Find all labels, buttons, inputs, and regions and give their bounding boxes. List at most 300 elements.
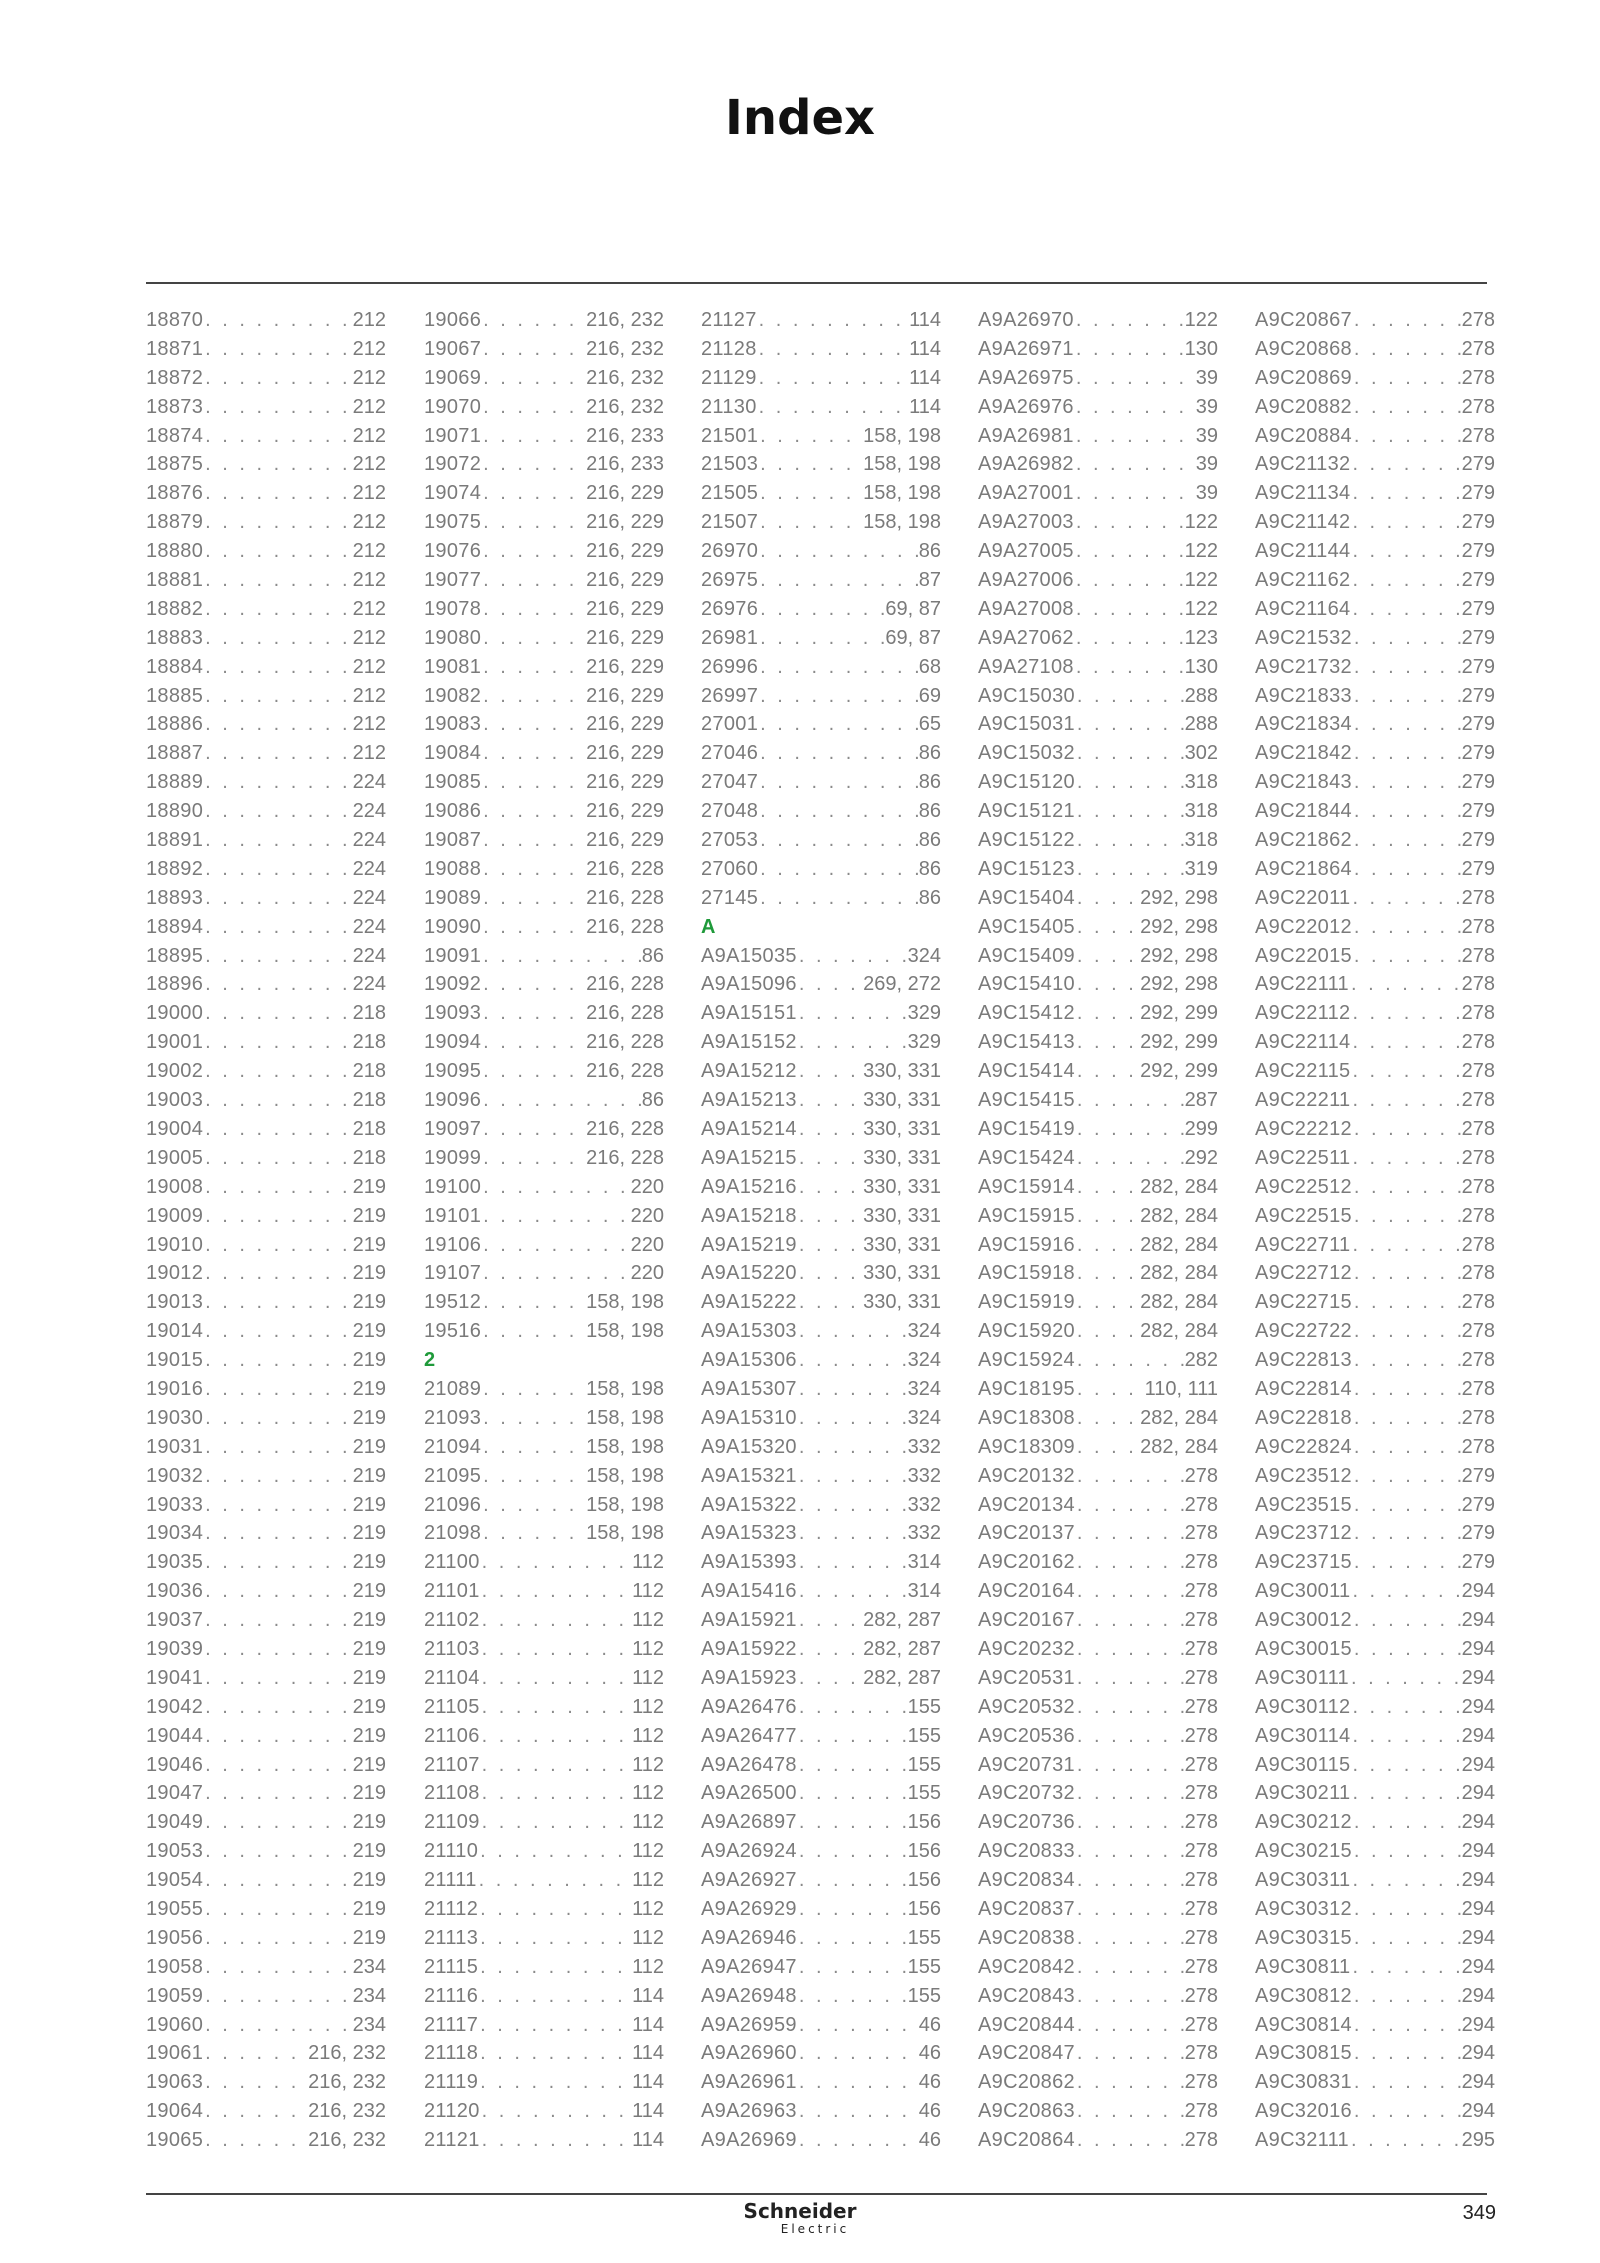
dot-leader	[480, 1664, 632, 1693]
index-entry	[424, 1751, 664, 1780]
index-reference: A9C22115	[1255, 1060, 1351, 1083]
dot-leader	[203, 1028, 353, 1057]
index-reference: A9C20834	[978, 1869, 1075, 1892]
dot-leader	[797, 1173, 863, 1202]
index-reference: 21103	[424, 1637, 480, 1660]
dot-leader	[203, 739, 353, 768]
index-entry	[146, 1202, 386, 1231]
index-page-numbers: 218	[352, 1002, 386, 1025]
index-page-numbers: 219	[352, 1464, 386, 1487]
index-reference: 19093	[424, 1002, 482, 1025]
index-entry	[978, 1202, 1218, 1231]
dot-leader	[797, 1664, 863, 1693]
dot-leader	[797, 1433, 908, 1462]
index-entry	[424, 508, 664, 537]
dot-leader	[1350, 450, 1461, 479]
index-page-numbers: 278	[1184, 2013, 1218, 2036]
index-reference: A9C21732	[1255, 655, 1352, 678]
dot-leader	[1075, 682, 1185, 711]
index-entry	[146, 1231, 386, 1260]
index-entry	[1255, 1722, 1495, 1751]
index-reference: A9C20868	[1255, 337, 1352, 360]
index-entry	[978, 1491, 1218, 1520]
index-reference: 18889	[146, 771, 204, 794]
dot-leader	[481, 508, 586, 537]
dot-leader	[481, 913, 586, 942]
index-page-numbers: 294	[1461, 1926, 1495, 1949]
index-entry	[701, 2126, 941, 2155]
index-entry	[1255, 624, 1495, 653]
index-page-numbers: 112	[632, 1637, 664, 1660]
dot-leader	[1352, 768, 1462, 797]
index-reference: A9A26477	[701, 1724, 797, 1747]
index-entry	[701, 1866, 941, 1895]
index-page-numbers: 39	[1195, 453, 1218, 476]
dot-leader	[1075, 1028, 1140, 1057]
index-reference: A9A15213	[701, 1089, 797, 1112]
dot-leader	[758, 739, 919, 768]
index-reference: A9C20884	[1255, 424, 1352, 447]
dot-leader	[481, 1259, 631, 1288]
index-page-numbers: 112	[632, 1724, 664, 1747]
index-reference: 19047	[146, 1782, 204, 1805]
index-reference: A9C22212	[1255, 1117, 1352, 1140]
index-entry	[146, 1259, 386, 1288]
index-reference: A9A26478	[701, 1753, 797, 1776]
index-entry	[1255, 1693, 1495, 1722]
index-entry	[424, 2126, 664, 2155]
index-entry	[701, 1751, 941, 1780]
dot-leader	[797, 942, 908, 971]
index-reference: A9C20862	[978, 2071, 1075, 2094]
index-page-numbers: 219	[352, 1753, 386, 1776]
index-entry	[146, 1519, 386, 1548]
index-entry	[424, 2097, 664, 2126]
index-reference: A9C15409	[978, 944, 1075, 967]
index-reference: A9C15919	[978, 1291, 1075, 1314]
index-page-numbers: 282, 284	[1140, 1291, 1218, 1314]
index-reference: 18885	[146, 684, 204, 707]
index-page-numbers: 68	[918, 655, 941, 678]
index-reference: 19009	[146, 1204, 204, 1227]
index-reference: A9A15306	[701, 1349, 797, 1372]
dot-leader	[481, 884, 586, 913]
dot-leader	[203, 1462, 353, 1491]
index-entry	[701, 335, 941, 364]
dot-leader	[203, 2068, 308, 2097]
index-reference: 19054	[146, 1869, 204, 1892]
dot-leader	[1074, 653, 1185, 682]
index-entry	[701, 1606, 941, 1635]
dot-leader	[1352, 2068, 1462, 2097]
index-entry	[978, 1259, 1218, 1288]
index-reference: 19066	[424, 309, 482, 331]
index-reference: 19056	[146, 1926, 204, 1949]
index-page-numbers: 155	[907, 1753, 941, 1776]
index-entry	[146, 2097, 386, 2126]
index-page-numbers: 155	[907, 1984, 941, 2007]
dot-leader	[758, 537, 919, 566]
index-reference: A9C21144	[1255, 540, 1351, 563]
dot-leader	[478, 1953, 632, 1982]
index-entry	[978, 364, 1218, 393]
index-entry	[978, 1028, 1218, 1057]
index-entry	[146, 884, 386, 913]
index-entry	[978, 1404, 1218, 1433]
index-reference: A9C15914	[978, 1175, 1075, 1198]
index-reference: A9A15216	[701, 1175, 797, 1198]
index-entry	[424, 2068, 664, 2097]
dot-leader	[1352, 826, 1462, 855]
dot-leader	[797, 1519, 908, 1548]
dot-leader	[797, 1404, 908, 1433]
index-page-numbers: 279	[1461, 655, 1495, 678]
dot-leader	[1352, 710, 1462, 739]
index-entry	[978, 393, 1218, 422]
index-page-numbers: 219	[352, 1695, 386, 1718]
index-page-numbers: 114	[909, 366, 941, 389]
dot-leader	[797, 1086, 863, 1115]
dot-leader	[203, 1953, 353, 1982]
index-page-numbers: 278	[1461, 1089, 1495, 1112]
index-entry	[146, 1982, 386, 2011]
index-page-numbers: 294	[1461, 1897, 1495, 1920]
index-reference: 18873	[146, 395, 204, 418]
index-page-numbers: 219	[352, 1435, 386, 1458]
index-reference: 19032	[146, 1464, 204, 1487]
index-page-numbers: 216, 233	[586, 453, 664, 476]
index-page-numbers: 278	[1461, 1406, 1495, 1429]
dot-leader	[480, 1577, 632, 1606]
dot-leader	[481, 537, 586, 566]
index-page-numbers: 86	[918, 857, 941, 880]
index-page-numbers: 69, 87	[885, 626, 941, 649]
index-entry	[424, 1173, 664, 1202]
index-page-numbers: 156	[907, 1840, 941, 1863]
index-reference: 26970	[701, 540, 759, 563]
index-entry	[146, 1288, 386, 1317]
index-page-numbers: 282, 284	[1140, 1406, 1218, 1429]
index-entry	[424, 306, 664, 335]
dot-leader	[1075, 1057, 1140, 1086]
index-page-numbers: 46	[918, 2013, 941, 2036]
index-column-4	[978, 306, 1218, 2155]
dot-leader	[203, 913, 353, 942]
index-page-numbers: 122	[1184, 511, 1218, 534]
index-page-numbers: 282	[1184, 1349, 1218, 1372]
index-entry	[424, 999, 664, 1028]
index-entry	[424, 1924, 664, 1953]
index-entry	[146, 1028, 386, 1057]
index-entry	[978, 335, 1218, 364]
dot-leader	[203, 624, 353, 653]
dot-leader	[1352, 335, 1462, 364]
dot-leader	[203, 566, 353, 595]
dot-leader	[797, 1375, 908, 1404]
dot-leader	[1350, 595, 1461, 624]
index-entry	[424, 1982, 664, 2011]
index-entry	[978, 797, 1218, 826]
index-entry	[424, 1837, 664, 1866]
index-entry	[1255, 1346, 1495, 1375]
index-reference: A9C22712	[1255, 1262, 1352, 1285]
index-page-numbers: 212	[352, 482, 386, 505]
dot-leader	[1352, 2039, 1462, 2068]
index-page-numbers: 216, 232	[586, 366, 664, 389]
dot-leader	[1074, 450, 1196, 479]
index-reference: 27001	[701, 713, 759, 736]
index-page-numbers: 219	[352, 1522, 386, 1545]
dot-leader	[797, 1808, 908, 1837]
index-page-numbers: 278	[1461, 1377, 1495, 1400]
dot-leader	[1352, 682, 1462, 711]
dot-leader	[797, 970, 863, 999]
index-page-numbers: 112	[632, 1666, 664, 1689]
index-reference: A9C22722	[1255, 1320, 1352, 1343]
index-reference: 19063	[146, 2071, 204, 2094]
index-reference: 19039	[146, 1637, 204, 1660]
index-reference: 19095	[424, 1060, 482, 1083]
dot-leader	[1075, 855, 1185, 884]
index-page-numbers: 278	[1461, 1262, 1495, 1285]
index-entry	[1255, 999, 1495, 1028]
index-page-numbers: 279	[1461, 742, 1495, 765]
dot-leader	[1075, 1751, 1185, 1780]
index-entry	[1255, 1462, 1495, 1491]
index-entry	[978, 1375, 1218, 1404]
index-page-numbers: 39	[1195, 482, 1218, 505]
index-entry	[424, 682, 664, 711]
index-entry	[1255, 1895, 1495, 1924]
index-reference: 21120	[424, 2100, 480, 2123]
index-reference: A9A15035	[701, 944, 797, 967]
dot-leader	[757, 393, 909, 422]
index-reference: 21129	[701, 366, 757, 389]
index-entry	[1255, 566, 1495, 595]
index-entry	[701, 682, 941, 711]
dot-leader	[480, 1779, 632, 1808]
index-page-numbers: 219	[352, 1406, 386, 1429]
index-page-numbers: 65	[918, 713, 941, 736]
index-entry	[701, 999, 941, 1028]
index-reference: A9A15923	[701, 1666, 797, 1689]
index-page-numbers: 86	[918, 771, 941, 794]
dot-leader	[481, 1288, 586, 1317]
index-reference: A9C22111	[1255, 973, 1349, 996]
dot-leader	[203, 653, 353, 682]
index-page-numbers: 39	[1195, 395, 1218, 418]
dot-leader	[1350, 1057, 1461, 1086]
index-reference: A9C15410	[978, 973, 1075, 996]
dot-leader	[1352, 942, 1462, 971]
index-entry	[978, 450, 1218, 479]
dot-leader	[203, 335, 353, 364]
dot-leader	[1350, 537, 1461, 566]
index-entry	[978, 768, 1218, 797]
index-entry	[424, 364, 664, 393]
index-reference: A9A27005	[978, 540, 1074, 563]
index-reference: A9C21532	[1255, 626, 1352, 649]
index-reference: A9A15212	[701, 1060, 797, 1083]
dot-leader	[1075, 884, 1140, 913]
index-entry	[978, 1548, 1218, 1577]
index-page-numbers: 219	[352, 1811, 386, 1834]
dot-leader	[478, 2039, 632, 2068]
index-page-numbers: 279	[1461, 857, 1495, 880]
index-entry	[701, 566, 941, 595]
dot-leader	[797, 1751, 908, 1780]
dot-leader	[1350, 1751, 1461, 1780]
index-entry	[701, 624, 941, 653]
dot-leader	[203, 1519, 353, 1548]
dot-leader	[1075, 826, 1185, 855]
index-reference: 21098	[424, 1522, 482, 1545]
dot-leader	[1074, 422, 1196, 451]
index-page-numbers: 156	[907, 1811, 941, 1834]
section-heading: A	[701, 915, 716, 938]
index-reference: A9C30315	[1255, 1926, 1352, 1949]
index-reference: 18883	[146, 626, 204, 649]
index-page-numbers: 216, 232	[308, 2129, 386, 2152]
index-page-numbers: 279	[1461, 1464, 1495, 1487]
dot-leader	[758, 710, 919, 739]
index-entry	[701, 364, 941, 393]
dot-leader	[1350, 1722, 1461, 1751]
index-reference: 19076	[424, 540, 482, 563]
index-entry	[701, 422, 941, 451]
dot-leader	[1074, 364, 1196, 393]
dot-leader	[1075, 2068, 1185, 2097]
index-entry	[701, 1779, 941, 1808]
dot-leader	[1074, 479, 1196, 508]
index-page-numbers: 216, 229	[586, 626, 664, 649]
index-reference: 21505	[701, 482, 759, 505]
index-column-2	[424, 306, 664, 2155]
index-page-numbers: 216, 228	[586, 886, 664, 909]
index-entry	[978, 1462, 1218, 1491]
index-reference: A9C20837	[978, 1897, 1075, 1920]
index-entry	[424, 970, 664, 999]
index-reference: A9C20531	[978, 1666, 1075, 1689]
index-reference: 18894	[146, 915, 204, 938]
dot-leader	[797, 1837, 908, 1866]
index-entry	[701, 1837, 941, 1866]
index-reference: A9A27006	[978, 569, 1074, 592]
index-page-numbers: 158, 198	[586, 1320, 664, 1343]
index-page-numbers: 278	[1461, 944, 1495, 967]
index-reference: 19091	[424, 944, 482, 967]
dot-leader	[480, 1722, 632, 1751]
index-page-numbers: 279	[1461, 713, 1495, 736]
index-page-numbers: 110, 111	[1144, 1377, 1218, 1400]
dot-leader	[797, 1635, 863, 1664]
index-entry	[424, 1866, 664, 1895]
index-page-numbers: 294	[1461, 1782, 1495, 1805]
index-reference: A9C22711	[1255, 1233, 1351, 1256]
index-page-numbers: 219	[352, 1493, 386, 1516]
index-entry	[701, 1086, 941, 1115]
index-page-numbers: 279	[1461, 684, 1495, 707]
dot-leader	[478, 2011, 632, 2040]
index-entry	[1255, 1635, 1495, 1664]
dot-leader	[203, 1231, 353, 1260]
dot-leader	[758, 595, 885, 624]
index-page-numbers: 216, 229	[586, 482, 664, 505]
dot-leader	[1075, 1953, 1185, 1982]
index-page-numbers: 219	[352, 1609, 386, 1632]
dot-leader	[480, 1606, 632, 1635]
dot-leader	[203, 1144, 353, 1173]
index-reference: 18880	[146, 540, 204, 563]
index-entry	[146, 595, 386, 624]
dot-leader	[1349, 1664, 1462, 1693]
index-page-numbers: 278	[1184, 1464, 1218, 1487]
top-divider	[146, 282, 1487, 284]
dot-leader	[481, 710, 586, 739]
index-entry	[978, 566, 1218, 595]
index-reference: A9A26948	[701, 1984, 797, 2007]
index-entry	[424, 1548, 664, 1577]
index-reference: 18890	[146, 800, 204, 823]
index-page-numbers: 69, 87	[885, 597, 941, 620]
index-entry	[146, 2039, 386, 2068]
index-page-numbers: 292, 298	[1140, 973, 1218, 996]
dot-leader	[758, 624, 885, 653]
index-page-numbers: 330, 331	[863, 1233, 941, 1256]
index-entry	[978, 1982, 1218, 2011]
index-page-numbers: 294	[1461, 1637, 1495, 1660]
index-page-numbers: 279	[1461, 482, 1495, 505]
index-reference: A9A26981	[978, 424, 1074, 447]
index-page-numbers: 332	[907, 1522, 941, 1545]
index-page-numbers: 212	[352, 655, 386, 678]
index-page-numbers: 86	[641, 944, 664, 967]
index-entry	[146, 2068, 386, 2097]
index-page-numbers: 279	[1461, 1551, 1495, 1574]
index-entry	[424, 393, 664, 422]
index-entry	[978, 1808, 1218, 1837]
index-page-numbers: 155	[907, 1926, 941, 1949]
index-page-numbers: 122	[1184, 597, 1218, 620]
index-page-numbers: 158, 198	[586, 1522, 664, 1545]
index-reference: A9C15122	[978, 829, 1075, 852]
index-reference: A9C20842	[978, 1955, 1075, 1978]
index-reference: A9C20532	[978, 1695, 1075, 1718]
index-entry	[978, 1751, 1218, 1780]
dot-leader	[1349, 2126, 1462, 2155]
dot-leader	[203, 508, 353, 537]
index-entry	[978, 2068, 1218, 2097]
index-reference: A9C15916	[978, 1233, 1075, 1256]
index-reference: 27046	[701, 742, 759, 765]
index-page-numbers: 212	[352, 742, 386, 765]
index-reference: A9C20882	[1255, 395, 1352, 418]
index-entry	[146, 1375, 386, 1404]
index-reference: 19516	[424, 1320, 482, 1343]
dot-leader	[758, 653, 919, 682]
index-reference: 18887	[146, 742, 204, 765]
index-entry	[424, 1664, 664, 1693]
index-reference: A9C20863	[978, 2100, 1075, 2123]
dot-leader	[481, 1404, 586, 1433]
index-reference: A9C20869	[1255, 366, 1352, 389]
dot-leader	[1352, 364, 1462, 393]
index-page-numbers: 112	[632, 1897, 664, 1920]
dot-leader	[1075, 1924, 1185, 1953]
index-page-numbers: 219	[352, 1204, 386, 1227]
dot-leader	[1350, 1028, 1461, 1057]
index-entry	[701, 1259, 941, 1288]
